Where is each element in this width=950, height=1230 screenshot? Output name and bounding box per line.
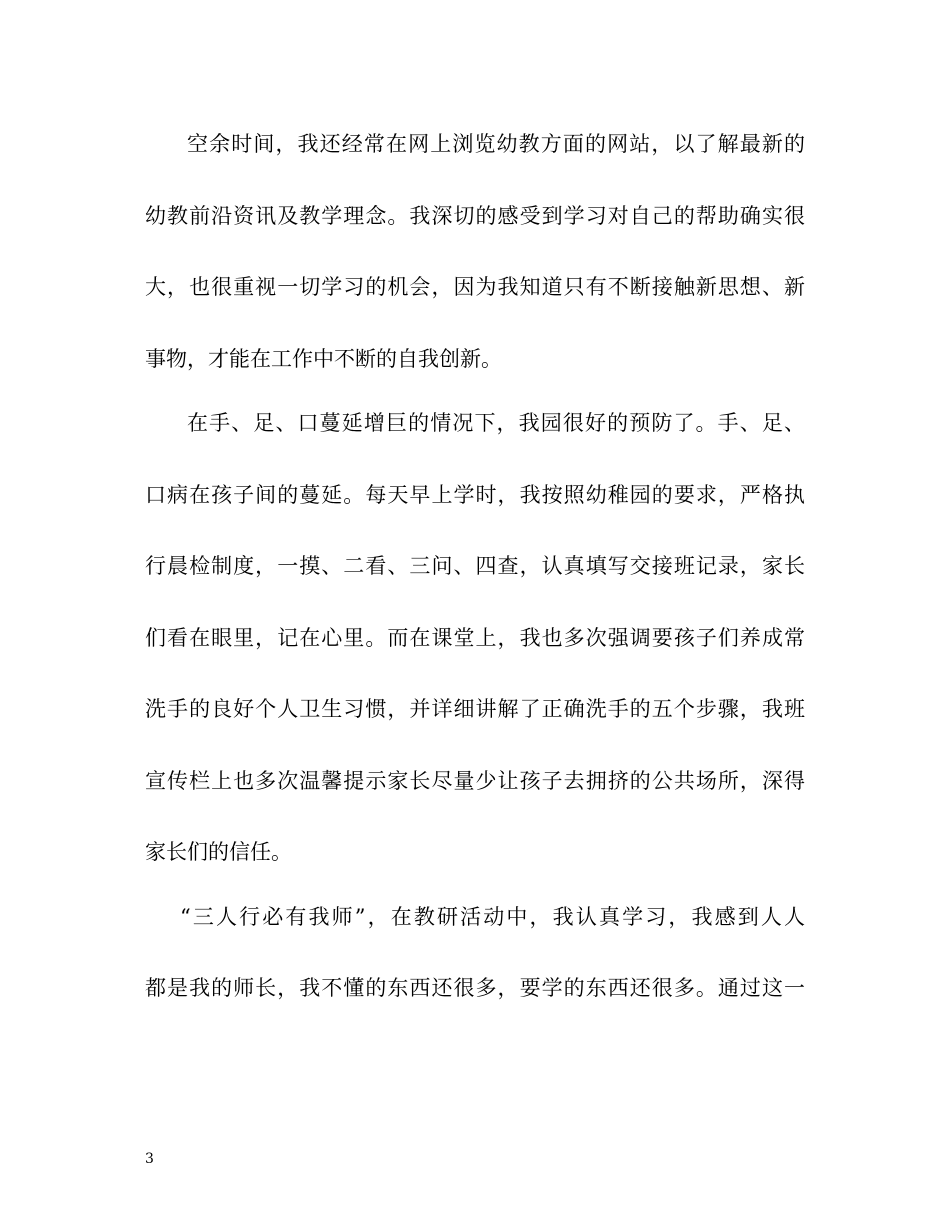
paragraph-2-line-4: 们看在眼里，记在心里。而在课堂上，我也多次强调要孩子们养成常: [145, 626, 805, 650]
paragraph-2-line-7: 家长们的信任。: [145, 840, 292, 864]
paragraph-2-line-3: 行晨检制度，一摸、二看、三问、四查，认真填写交接班记录，家长: [145, 554, 805, 578]
paragraph-2-line-5: 洗手的良好个人卫生习惯，并详细讲解了正确洗手的五个步骤，我班: [145, 697, 805, 721]
paragraph-1-line-4: 事物，才能在工作中不断的自我创新。: [145, 347, 502, 371]
paragraph-1-line-3: 大，也很重视一切学习的机会，因为我知道只有不断接触新思想、新: [145, 275, 805, 299]
paragraph-2-line-2: 口病在孩子间的蔓延。每天早上学时，我按照幼稚园的要求，严格执: [145, 483, 805, 507]
paragraph-2-line-6: 宣传栏上也多次温馨提示家长尽量少让孩子去拥挤的公共场所，深得: [145, 769, 805, 793]
paragraph-1-line-1: 空余时间，我还经常在网上浏览幼教方面的网站，以了解最新的: [187, 132, 805, 156]
paragraph-3-line-1: “三人行必有我师”，在教研活动中，我认真学习，我感到人人: [180, 905, 805, 929]
paragraph-2-line-1: 在手、足、口蔓延增巨的情况下，我园很好的预防了。手、足、: [187, 411, 805, 435]
page-number: 3: [145, 1151, 154, 1167]
paragraph-3-line-2: 都是我的师长，我不懂的东西还很多，要学的东西还很多。通过这一: [145, 976, 805, 1000]
paragraph-1-line-2: 幼教前沿资讯及教学理念。我深切的感受到学习对自己的帮助确实很: [145, 204, 805, 228]
